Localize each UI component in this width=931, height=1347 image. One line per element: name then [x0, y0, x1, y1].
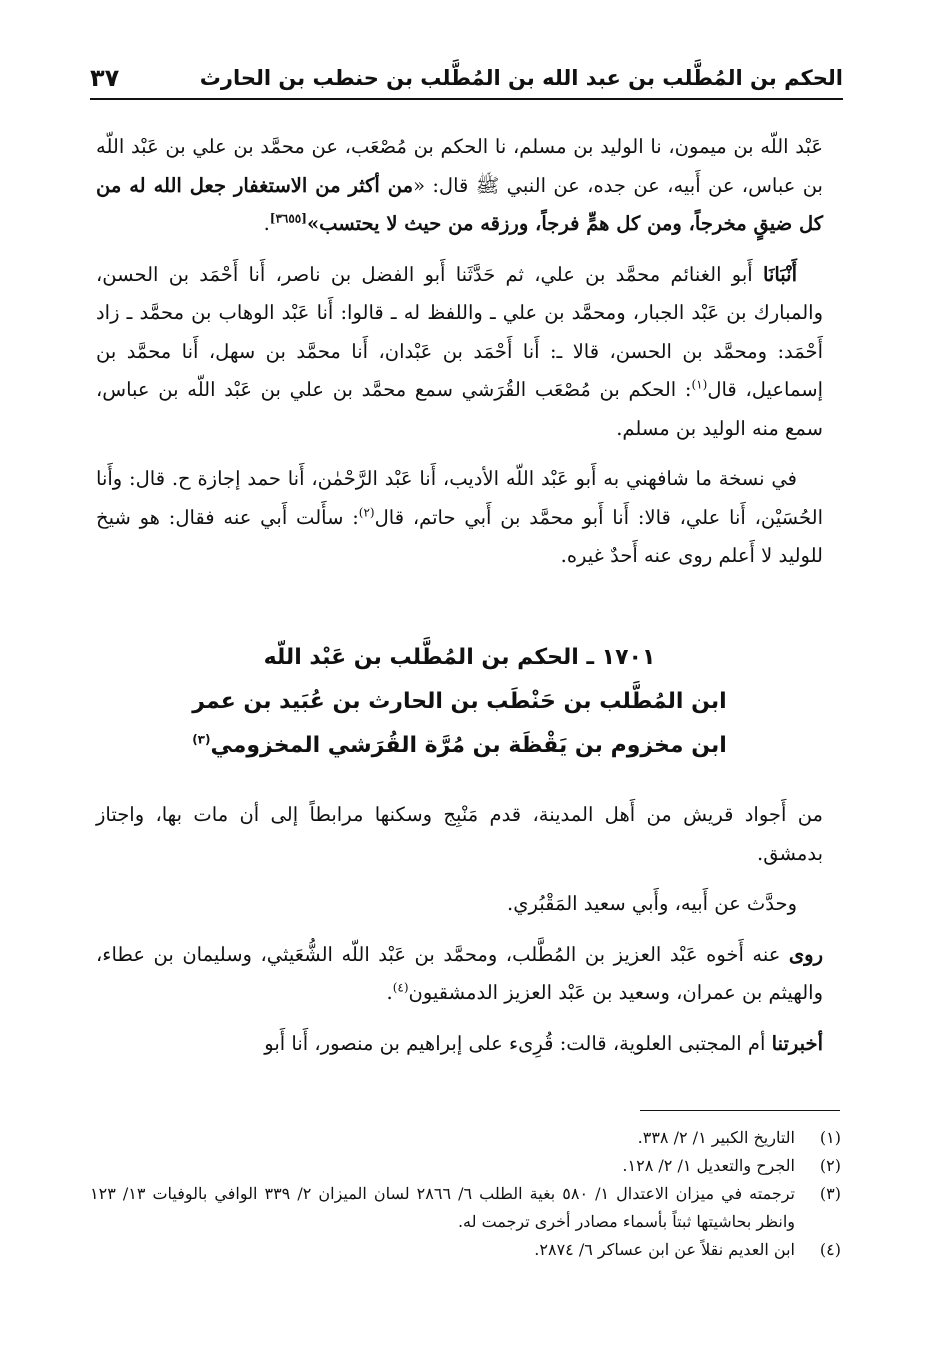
- footnote-text: الجرح والتعديل ١/ ٢/ ١٢٨.: [622, 1156, 795, 1175]
- paragraph-bio: من أَجواد قريش من أَهل المدينة، قدم مَنْبِج وسكنها مرابطاً إلى أن مات بها، واجتاز بدمشق.: [96, 803, 823, 865]
- period: .: [263, 212, 270, 235]
- paragraph-isnad-2: [96, 1025, 823, 1064]
- hadith-isnad: عَبْد اللّه بن ميمون، نا الوليد بن مسلم، نا الحكم بن مُصْعَب، عن محمَّد بن علي بن عَبْد اللّه بن عباس، عن أَبيه، عن جده، عن النبي ﷺ قال: «: [96, 135, 823, 197]
- isnad-text: أَبو الغنائم محمَّد بن علي، ثم حَدَّثَنا أَبو الفضل بن ناصر، أَنا أَحْمَد بن الحسن، والمبارك بن عَبْد الجبار، ومحمَّد بن علي ـ واللفظ له ـ قالوا: أَنا عَبْد الوهاب بن محمَّد ـ زاد أَحْمَد: ومحمَّد بن الحسن، قالا ـ: أَنا أَحْمَد بن عَبْدان، أَنا محمَّد بن سهل، أَنا محمَّد بن إسماعيل، قال: [96, 262, 824, 401]
- footnote: [90, 1236, 841, 1264]
- copy-text: في نسخة ما شافهني به أَبو عَبْد اللّه الأديب، أَنا عَبْد الرَّحْمٰن، أَنا حمد إجازة ح. قال: وأَنا الحُسَيْن، أَنا علي، قالا: أَنا أَبو محمَّد بن أَبي حاتم، قال: [96, 467, 823, 529]
- footnote-text: ترجمته في ميزان الاعتدال ١/ ٥٨٠ بغية الطلب ٦/ ٢٨٦٦ لسان الميزان ٢/ ٣٣٩ الوافي بالوفيات ١٣/ ١٢٣ وانظر بحاشيتها ثبتاً بأسماء مصادر أخرى ترجمت له.: [90, 1184, 795, 1231]
- entry-heading-line-2: ابن المُطَّلب بن حَنْطَب بن الحارث بن عُبَيد بن عمر: [192, 689, 727, 714]
- footnote-text: التاريخ الكبير ١/ ٢/ ٣٣٨.: [637, 1128, 795, 1147]
- isnad-2-text: أم المجتبى العلوية، قالت: قُرِىء على إبراهيم بن منصور، أَنا أَبو: [264, 1031, 772, 1055]
- footnote: [90, 1180, 841, 1236]
- entry-text: [96, 796, 823, 1075]
- paragraph-hadith: [96, 128, 823, 244]
- hadith-reference: [٣٦٥٥]: [269, 211, 307, 226]
- students-text: عنه أَخوه عَبْد العزيز بن المُطَّلب، ومحمَّد بن عَبْد اللّه الشُّعَيثي، وسليمان بن عطاء، والهيثم بن عمران، وسعيد بن عَبْد العزيز الدمشقيون: [96, 942, 823, 1004]
- paragraph-narrated: وحدَّث عن أَبيه، وأَبي سعيد المَقْبُري.: [507, 892, 797, 915]
- transmission-keyword: أَنْبَانَا: [762, 262, 797, 286]
- main-text: [96, 128, 823, 588]
- footnote-number: (٤): [819, 1240, 841, 1259]
- footnote-ref-4: (٤): [392, 980, 409, 995]
- hadith-matn: من أكثر من الاستغفار جعل الله له من كل ضيقٍ مخرجاً، ومن كل همٍّ فرجاً، ورزقه من حيث لا يحتسب: [96, 173, 823, 235]
- footnote-ref-3: (٣): [192, 732, 211, 747]
- entry-heading-line-3-text: ابن مخزوم بن يَقْظَة بن مُرَّة القُرَشي المخزومي: [210, 733, 727, 758]
- footnote-separator: [640, 1110, 840, 1111]
- period: .: [386, 981, 393, 1004]
- footnote-ref-2: (٢): [358, 505, 375, 519]
- footnote: [90, 1152, 841, 1180]
- footnote-number: (١): [819, 1128, 841, 1147]
- page-number: ٣٧: [90, 64, 120, 92]
- transmission-keyword: روى: [788, 942, 823, 966]
- copy-tail: : سأَلت أَبي عنه فقال: هو شيخ للوليد لا أَعلم روى عنه أَحدٌ غيره.: [96, 505, 823, 567]
- entry-heading-line-1: ١٧٠١ ـ الحكم بن المُطَّلب بن عَبْد اللّه: [263, 645, 656, 670]
- footnote: [90, 1124, 841, 1152]
- footnote-ref-1: (١): [691, 377, 708, 392]
- running-title: الحكم بن المُطَّلب بن عبد الله بن المُطَّلب بن حنطب بن الحارث: [199, 66, 843, 90]
- paragraph-copy: [96, 460, 823, 576]
- footnote-number: (٣): [819, 1184, 841, 1203]
- footnotes: [90, 1124, 841, 1264]
- footnote-number: (٢): [819, 1156, 841, 1175]
- paragraph-students: [96, 936, 823, 1013]
- isnad-tail: : الحكم بن مُصْعَب القُرَشي سمع محمَّد بن علي بن عَبْد اللّه بن عباس، سمع منه الوليد بن مسلم.: [96, 378, 823, 440]
- quote-close: »: [306, 212, 320, 235]
- transmission-keyword: أخبرتنا: [771, 1031, 823, 1055]
- entry-heading: [96, 636, 823, 768]
- paragraph-isnad: [96, 256, 823, 449]
- page-header: [90, 58, 843, 100]
- footnote-text: ابن العديم نقلاً عن ابن عساكر ٦/ ٢٨٧٤.: [534, 1240, 795, 1259]
- entry-heading-line-3: [96, 724, 823, 768]
